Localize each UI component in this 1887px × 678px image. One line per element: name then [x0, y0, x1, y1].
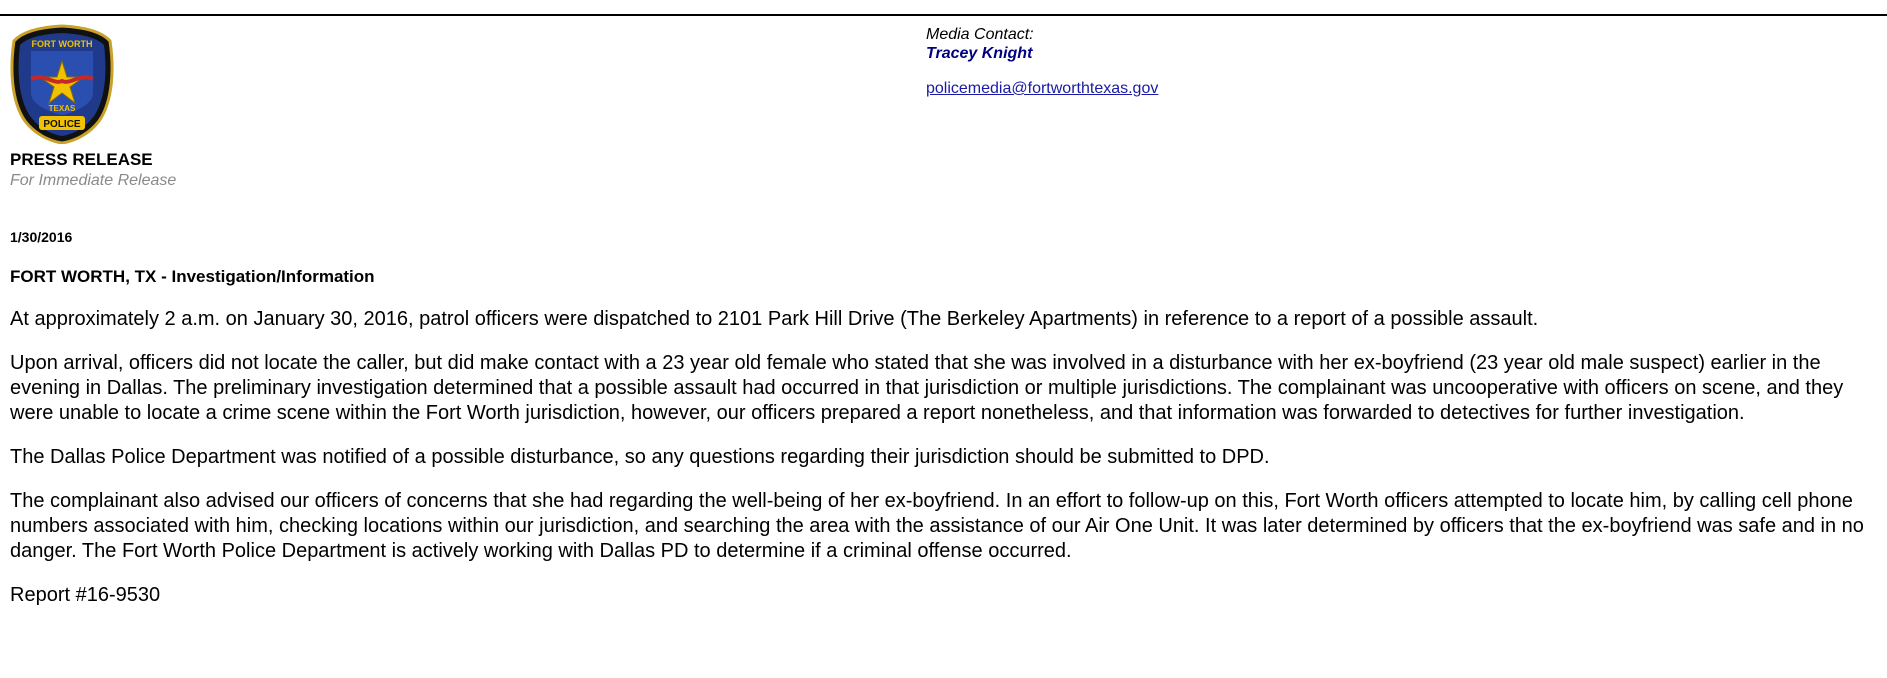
press-release-subtitle: For Immediate Release	[10, 172, 177, 189]
report-number: Report #16-9530	[10, 584, 161, 606]
top-rule	[0, 14, 1887, 16]
badge-text-top: FORT WORTH	[31, 39, 93, 49]
police-badge-logo	[9, 23, 115, 144]
badge-text-mid: TEXAS	[48, 104, 76, 113]
body-paragraph: At approximately 2 a.m. on January 30, 2016, patrol officers were dispatched to 2101 Park Hill Drive (The Berkeley Apartments) in reference to a report of a possible assault.	[10, 308, 1539, 330]
badge-text-bottom: POLICE	[43, 119, 81, 130]
body-paragraph: The Dallas Police Department was notified of a possible disturbance, so any questions regarding their jurisdiction should be submitted to DPD.	[10, 446, 1270, 468]
release-headline	[10, 267, 375, 287]
headline-topic: Investigation/Information	[171, 267, 375, 286]
release-date: 1/30/2016	[10, 229, 73, 245]
release-body	[10, 307, 1865, 627]
media-contact-label: Media Contact:	[926, 26, 1034, 43]
headline-location: FORT WORTH, TX -	[10, 267, 172, 286]
body-paragraph: Upon arrival, officers did not locate the caller, but did make contact with a 23 year old female who stated that she was involved in a disturbance with her ex-boyfriend (23 year old male suspect) earlier in the evening in Dallas. The preliminary investigation determined that a possible assault had occurred in that jurisdiction or multiple jurisdictions. The complainant was uncooperative with officers on scene, and they were unable to locate a crime scene within the Fort Worth jurisdiction, however, our officers prepared a report nonetheless, and that information was forwarded to detectives for further investigation.	[10, 352, 1844, 424]
body-paragraph: The complainant also advised our officers of concerns that she had regarding the well-being of her ex-boyfriend. In an effort to follow-up on this, Fort Worth officers attempted to locate him, by calling cell phone numbers associated with him, checking locations within our jurisdiction, and searching the area with the assistance of our Air One Unit. It was later determined by officers that the ex-boyfriend was safe and in no danger. The Fort Worth Police Department is actively working with Dallas PD to determine if a criminal offense occurred.	[10, 490, 1864, 562]
media-contact-block	[926, 25, 1158, 98]
press-release-title: PRESS RELEASE	[10, 150, 153, 169]
media-contact-email-link[interactable]: policemedia@fortworthtexas.gov	[926, 80, 1159, 97]
media-contact-name: Tracey Knight	[926, 45, 1033, 62]
